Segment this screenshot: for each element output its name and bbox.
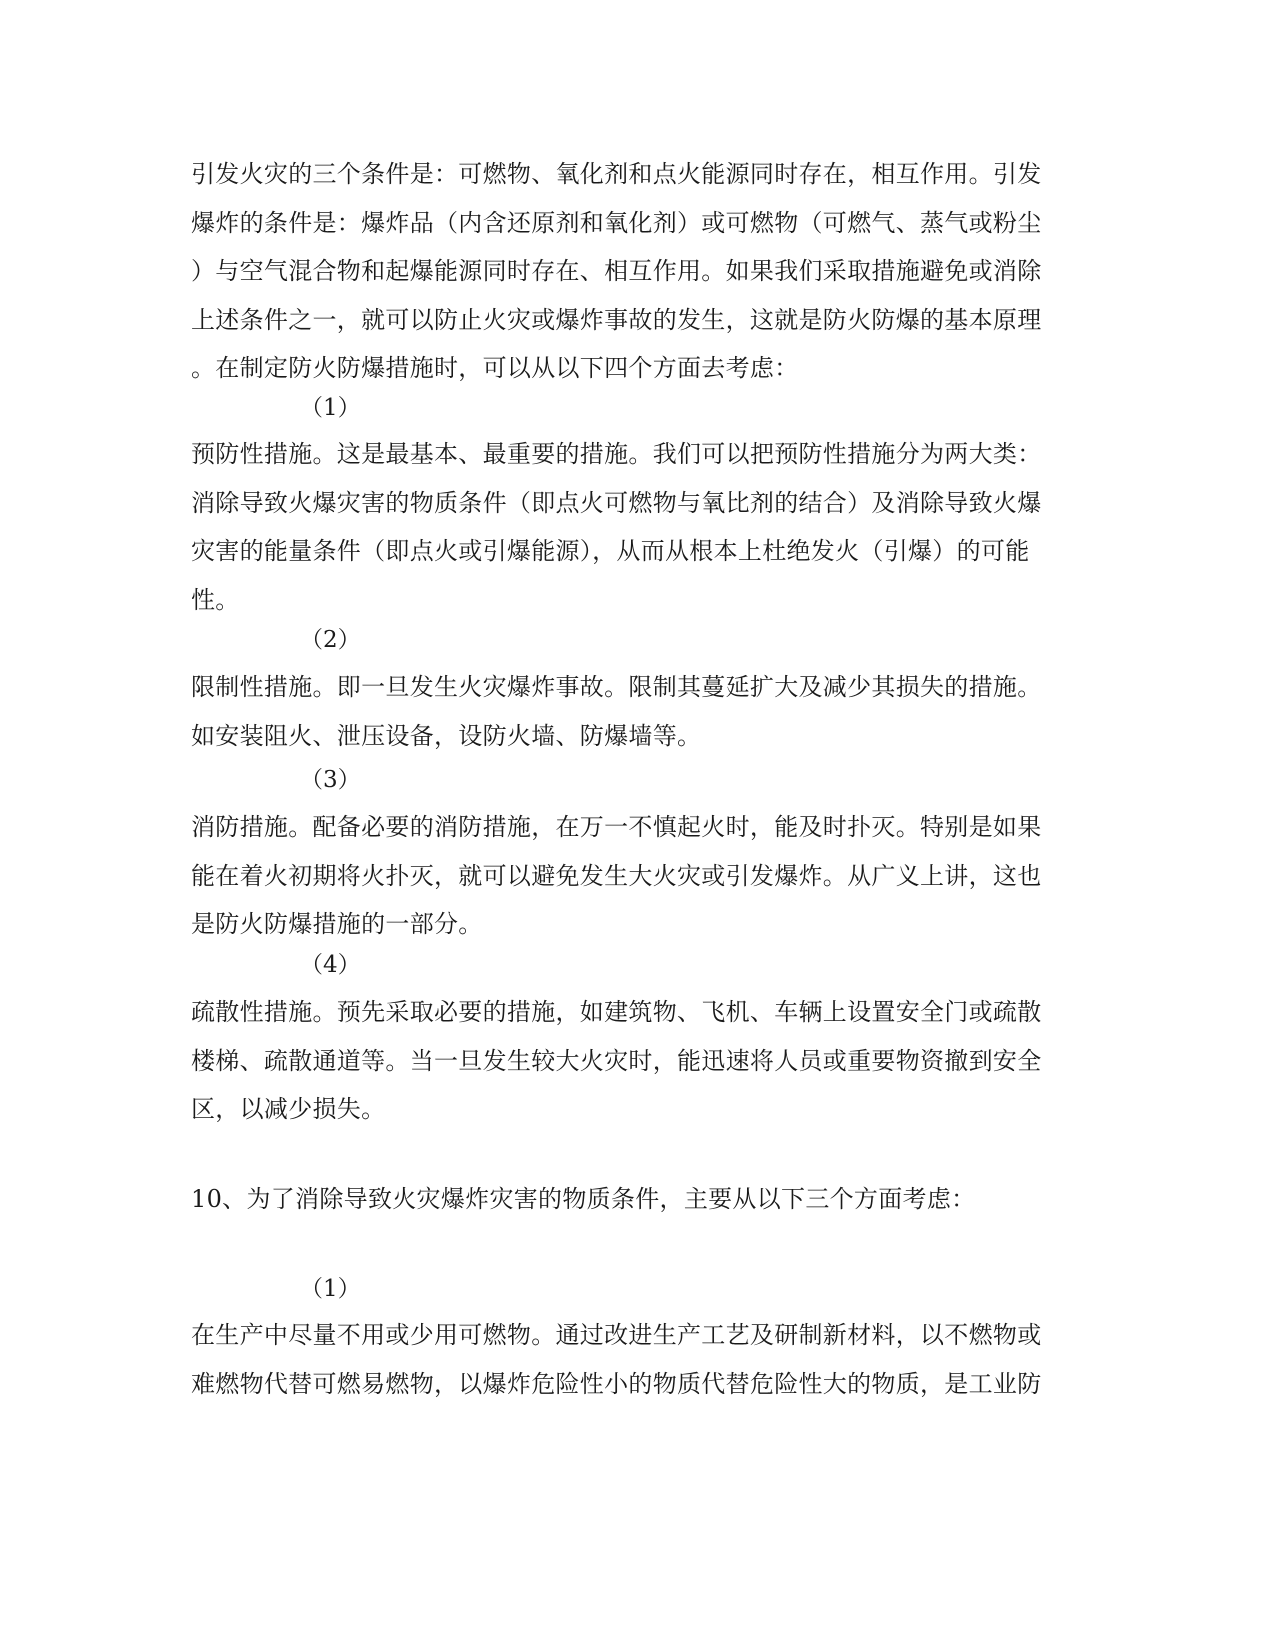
item-number: （2） <box>300 627 361 653</box>
item-number: （1） <box>300 395 361 421</box>
text-line: 消防措施。配备必要的消防措施，在万一不慎起火时，能及时扑灭。特别是如果 <box>191 813 1042 841</box>
text-line: 如安装阻火、泄压设备，设防火墙、防爆墙等。 <box>191 721 702 750</box>
intro-paragraph <box>191 150 1071 393</box>
text-line: 爆炸的条件是：爆炸品（内含还原剂和氧化剂）或可燃物（可燃气、蒸气或粉尘 <box>191 208 1042 237</box>
text-line: 上述条件之一，就可以防止火灾或爆炸事故的发生，这就是防火防爆的基本原理 <box>191 305 1042 334</box>
item-paragraph <box>191 1311 1071 1408</box>
text-line: 引发火灾的三个条件是：可燃物、氧化剂和点火能源同时存在，相互作用。引发 <box>191 160 1042 188</box>
item-number: （1） <box>300 1276 361 1302</box>
text-line: 楼梯、疏散通道等。当一旦发生较大火灾时，能迅速将人员或重要物资撤到安全 <box>191 1046 1042 1075</box>
text-line: 性。 <box>191 585 240 614</box>
item-paragraph <box>191 803 1071 949</box>
text-line: ）与空气混合物和起爆能源同时存在、相互作用。如果我们采取措施避免或消除 <box>191 257 1042 285</box>
text-line: 预防性措施。这是最基本、最重要的措施。我们可以把预防性措施分为两大类： <box>191 440 1042 468</box>
item-number: （4） <box>300 952 361 978</box>
item-paragraph <box>191 988 1071 1134</box>
text-line: 能在着火初期将火扑灭，就可以避免发生大火灾或引发爆炸。从广义上讲，这也 <box>191 861 1042 890</box>
text-line: 是防火防爆措施的一部分。 <box>191 910 483 938</box>
text-line: 在生产中尽量不用或少用可燃物。通过改进生产工艺及研制新材料，以不燃物或 <box>191 1321 1042 1349</box>
text-line: 区，以减少损失。 <box>191 1095 386 1123</box>
text-line: 限制性措施。即一旦发生火灾爆炸事故。限制其蔓延扩大及减少其损失的措施。 <box>191 673 1042 701</box>
item-paragraph <box>191 663 1071 760</box>
text-line: 疏散性措施。预先采取必要的措施，如建筑物、飞机、车辆上设置安全门或疏散 <box>191 998 1042 1026</box>
item-number: （3） <box>300 767 361 793</box>
item-paragraph <box>191 430 1071 624</box>
text-line: 难燃物代替可燃易燃物，以爆炸危险性小的物质代替危险性大的物质，是工业防 <box>191 1369 1042 1398</box>
section-heading <box>191 1175 1071 1224</box>
text-line: 灾害的能量条件（即点火或引爆能源），从而从根本上杜绝发火（引爆）的可能 <box>191 537 1030 565</box>
section-10-heading: 10、为了消除导致火灾爆炸灾害的物质条件，主要从以下三个方面考虑： <box>191 1185 976 1213</box>
text-line: 消除导致火爆灾害的物质条件（即点火可燃物与氧比剂的结合）及消除导致火爆 <box>191 488 1042 517</box>
text-line: 。在制定防火防爆措施时，可以从以下四个方面去考虑： <box>191 354 799 382</box>
